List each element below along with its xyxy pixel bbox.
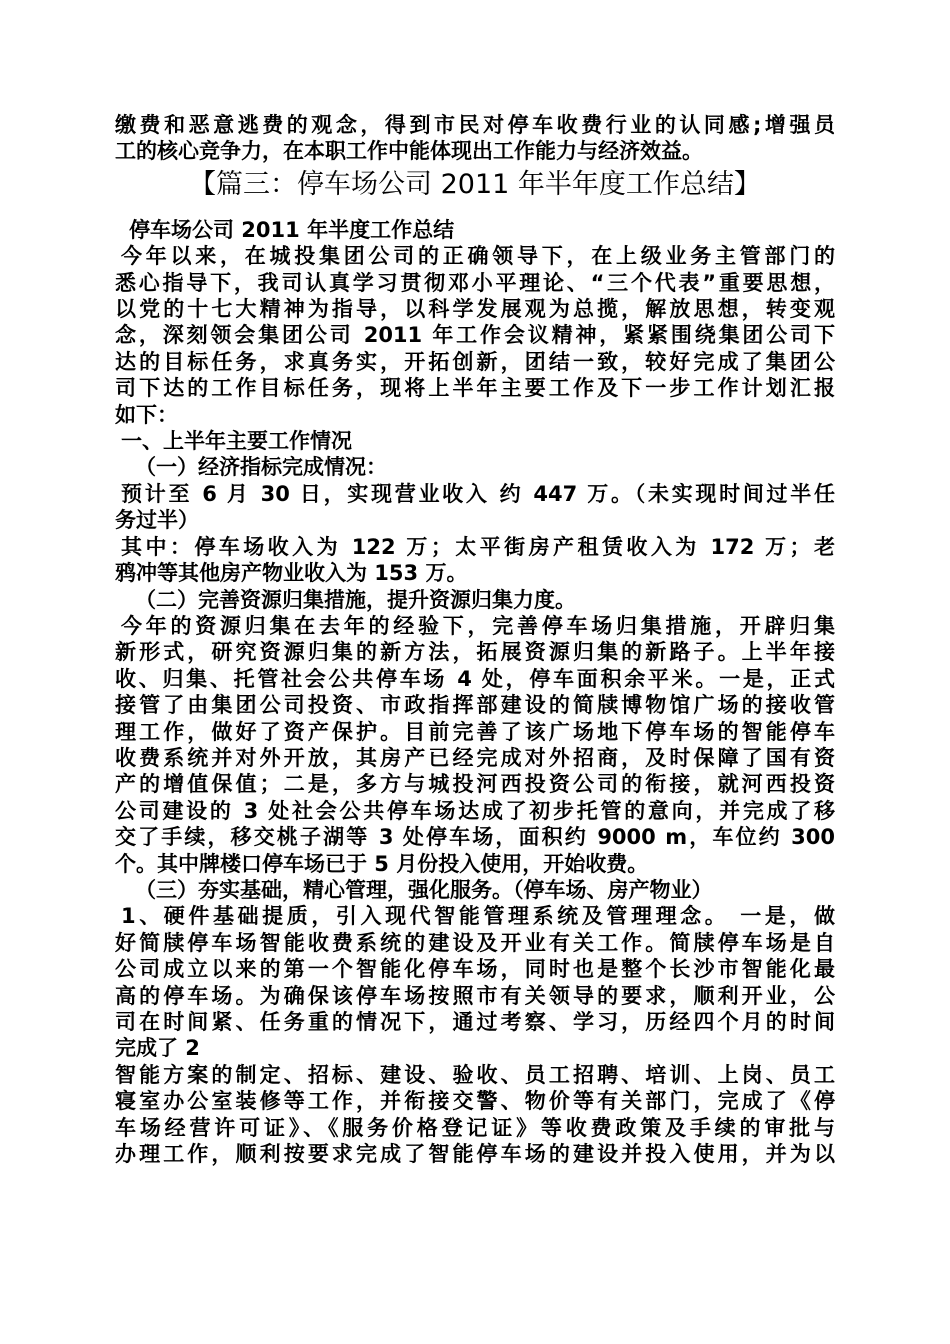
text-line: 其中：停车场收入为 122 万；太平街房产租赁收入为 172 万；老 [121, 534, 835, 559]
text-line: 寝室办公室装修等工作，并衔接交警、物价等有关部门，完成了《停 [115, 1089, 835, 1114]
heading-level-1: 一、上半年主要工作情况 [121, 429, 352, 454]
text-line: 念，深刻领会集团公司 2011 年工作会议精神，紧紧围绕集团公司下 [115, 323, 835, 348]
heading-level-2: （三）夯实基础，精心管理，强化服务。（停车场、房产物业） [135, 877, 713, 902]
text-line: 以党的十七大精神为指导，以科学发展观为总揽，解放思想，转变观 [115, 297, 835, 322]
text-line: 产的增值保值；二是，多方与城投河西投资公司的衔接，就河西投资 [115, 772, 835, 797]
text-line: 预计至 6 月 30 日，实现营业收入 约 447 万。（未实现时间过半任 [121, 481, 835, 506]
text-line: 达的目标任务，求真务实，开拓创新，团结一致，较好完成了集团公 [115, 349, 835, 374]
text-line: 交了手续，移交桃子湖等 3 处停车场，面积约 9000 m，车位约 300 [115, 825, 835, 850]
text-line: 接管了由集团公司投资、市政指挥部建设的简牍博物馆广场的接收管 [115, 693, 835, 718]
text-line: 收费系统并对外开放，其房产已经完成对外招商，及时保障了国有资 [115, 745, 835, 770]
text-line: 好简牍停车场智能收费系统的建设及开业有关工作。简牍停车场是自 [115, 930, 835, 955]
text-line: 完成了 2 [115, 1036, 200, 1061]
text-line: 如下： [115, 402, 178, 427]
text-line: 工的核心竞争力，在本职工作中能体现出工作能力与经济效益。 [115, 139, 703, 164]
text-line: 缴费和恶意逃费的观念，得到市民对停车收费行业的认同感;增强员 [115, 113, 835, 137]
text-line: 1、硬件基础提质，引入现代智能管理系统及管理理念。 一是，做 [121, 904, 835, 929]
text-line: 今年的资源归集在去年的经验下，完善停车场归集措施，开辟归集 [121, 613, 835, 638]
document-body [115, 112, 835, 1167]
heading-level-2: （一）经济指标完成情况： [135, 455, 387, 480]
text-line: 务过半） [115, 508, 199, 533]
text-line: 公司成立以来的第一个智能化停车场，同时也是整个长沙市智能化最 [115, 957, 835, 982]
text-line: 司下达的工作目标任务，现将上半年主要工作及下一步工作计划汇报 [115, 376, 835, 401]
report-title: 停车场公司 2011 年半度工作总结 [129, 217, 455, 242]
text-line: 今年以来，在城投集团公司的正确领导下，在上级业务主管部门的 [121, 244, 835, 269]
text-line: 办理工作，顺利按要求完成了智能停车场的建设并投入使用，并为以 [115, 1142, 835, 1167]
text-line: 理工作，做好了资产保护。目前完善了该广场地下停车场的智能停车 [115, 719, 835, 744]
text-line: 个。其中牌楼口停车场已于 5 月份投入使用，开始收费。 [115, 851, 649, 876]
text-line: 新形式，研究资源归集的新方法，拓展资源归集的新路子。上半年接 [115, 640, 835, 665]
text-line: 收、归集、托管社会公共停车场 4 处，停车面积余平米。一是，正式 [115, 666, 835, 691]
section-title: 【篇三：停车场公司 2011 年半年度工作总结】 [189, 168, 761, 200]
text-line: 司在时间紧、任务重的情况下，通过考察、学习，历经四个月的时间 [115, 1010, 835, 1034]
text-line: 车场经营许可证》、《服务价格登记证》等收费政策及手续的审批与 [115, 1115, 835, 1140]
text-line: 高的停车场。为确保该停车场按照市有关领导的要求，顺利开业，公 [115, 983, 835, 1008]
text-line: 悉心指导下，我司认真学习贯彻邓小平理论、“三个代表”重要思想， [115, 270, 835, 295]
text-line: 公司建设的 3 处社会公共停车场达成了初步托管的意向，并完成了移 [115, 798, 835, 823]
text-line: 鸦冲等其他房产物业收入为 153 万。 [115, 561, 468, 586]
heading-level-2: （二）完善资源归集措施，提升资源归集力度。 [135, 587, 576, 612]
text-line: 智能方案的制定、招标、建设、验收、员工招聘、培训、上岗、员工 [115, 1062, 835, 1087]
